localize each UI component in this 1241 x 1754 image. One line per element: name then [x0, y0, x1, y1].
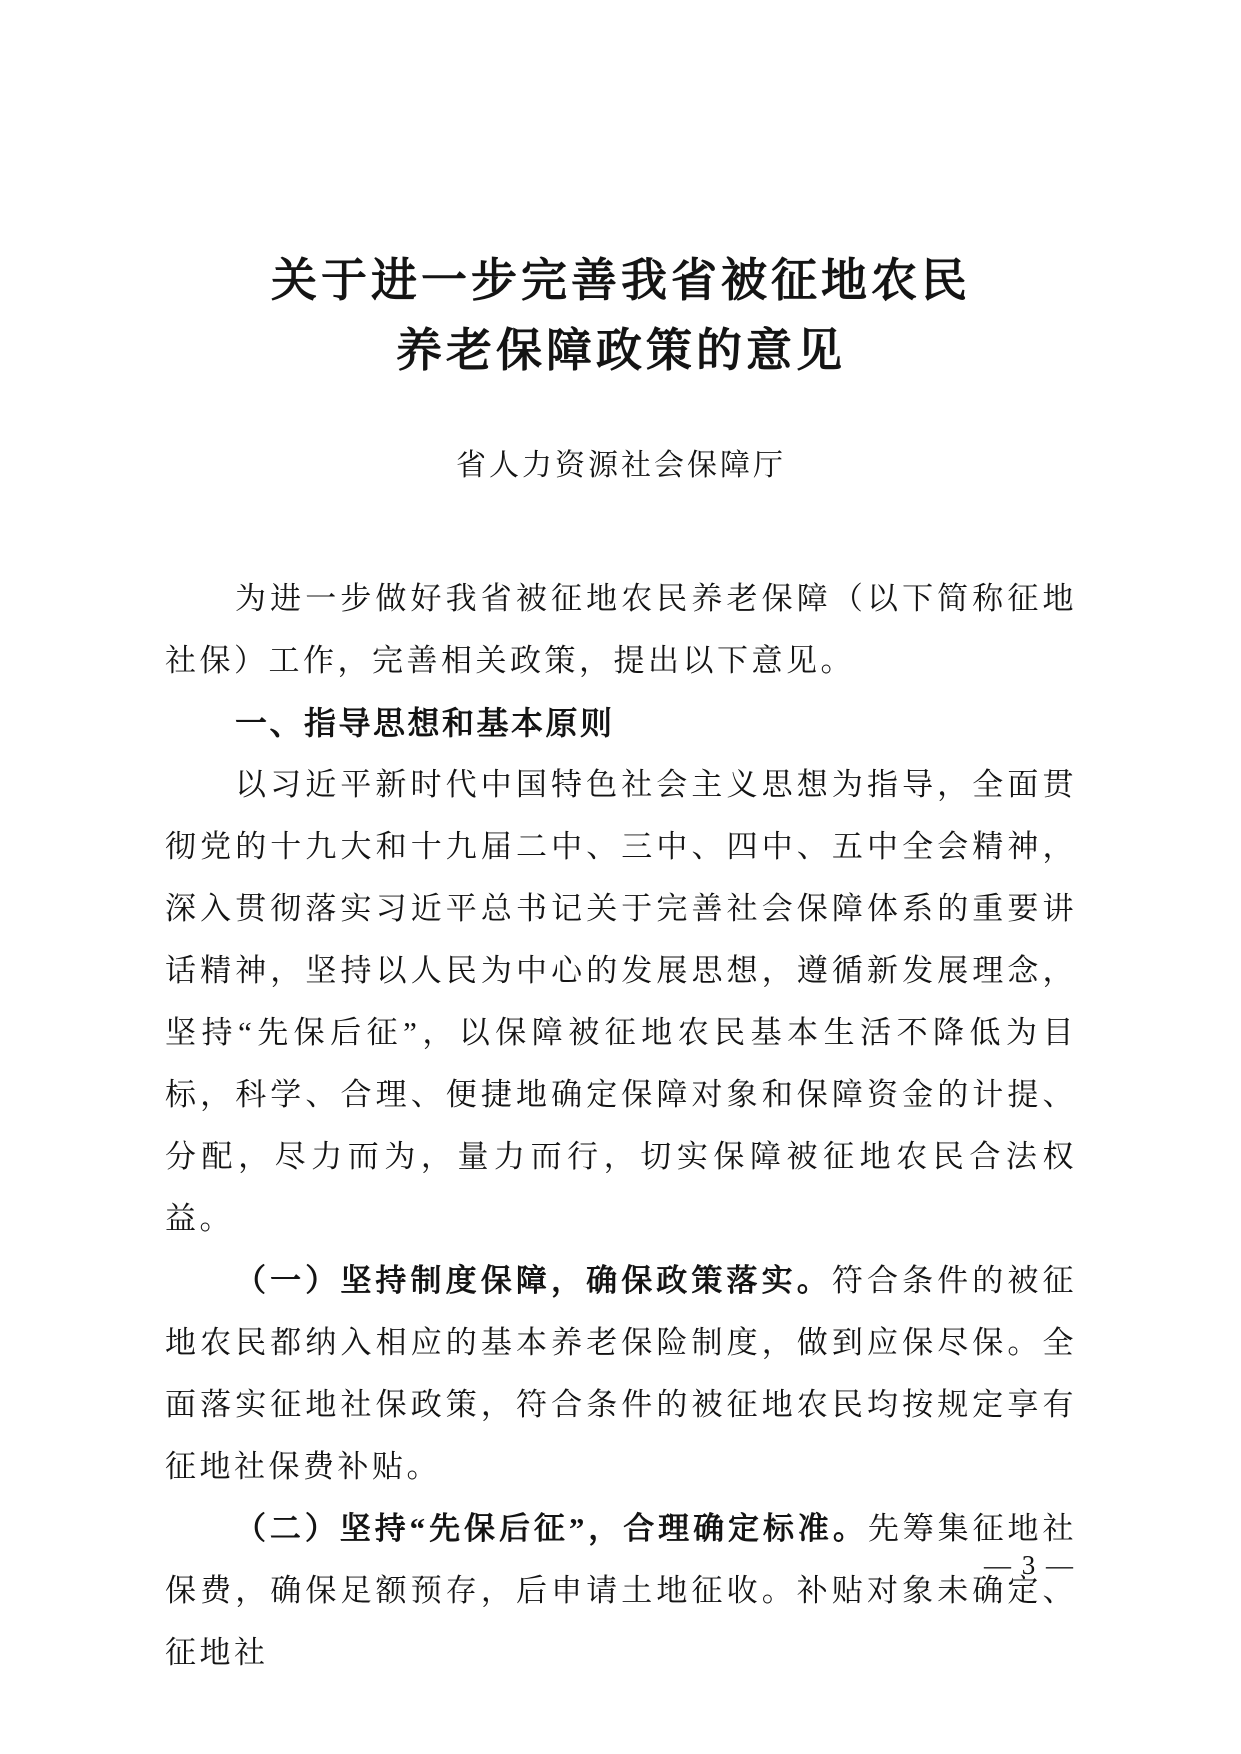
- document-body: [165, 0, 1077, 1684]
- paragraph-item-1: [165, 1250, 1077, 1498]
- paragraph-item-2: [165, 1498, 1077, 1684]
- paragraph-guiding-ideology: 以习近平新时代中国特色社会主义思想为指导，全面贯彻党的十九大和十九届二中、三中、四中、五中全会精神，深入贯彻落实习近平总书记关于完善社会保障体系的重要讲话精神，坚持以人民为中心的发展思想，遵循新发展理念，坚持“先保后征”，以保障被征地农民基本生活不降低为目标，科学、合理、便捷地确定保障对象和保障资金的计提、分配，尽力而为，量力而行，切实保障被征地农民合法权益。: [165, 767, 1077, 1236]
- section-heading-1: 一、指导思想和基本原则: [235, 705, 615, 741]
- document-title-line-2: 养老保障政策的意见: [396, 325, 846, 376]
- item-1-text: 符合条件的被征地农民都纳入相应的基本养老保险制度，做到应保尽保。全面落实征地社保政策，符合条件的被征地农民均按规定享有征地社保费补贴。: [165, 1263, 1078, 1484]
- document-title-line-1: 关于进一步完善我省被征地农民: [271, 255, 971, 306]
- item-2-lead: （二）坚持“先保后征”，合理确定标准。: [235, 1511, 868, 1546]
- paragraph-intro: 为进一步做好我省被征地农民养老保障（以下简称征地社保）工作，完善相关政策，提出以下意见。: [165, 581, 1077, 678]
- body-text-block: [165, 568, 1077, 1684]
- item-2-text: 先筹集征地社保费，确保足额预存，后申请土地征收。补贴对象未确定、征地社: [165, 1511, 1077, 1670]
- page-number: — 3 —: [984, 1550, 1075, 1580]
- item-1-lead: （一）坚持制度保障，确保政策落实。: [235, 1263, 832, 1298]
- issuing-agency: 省人力资源社会保障厅: [456, 449, 786, 482]
